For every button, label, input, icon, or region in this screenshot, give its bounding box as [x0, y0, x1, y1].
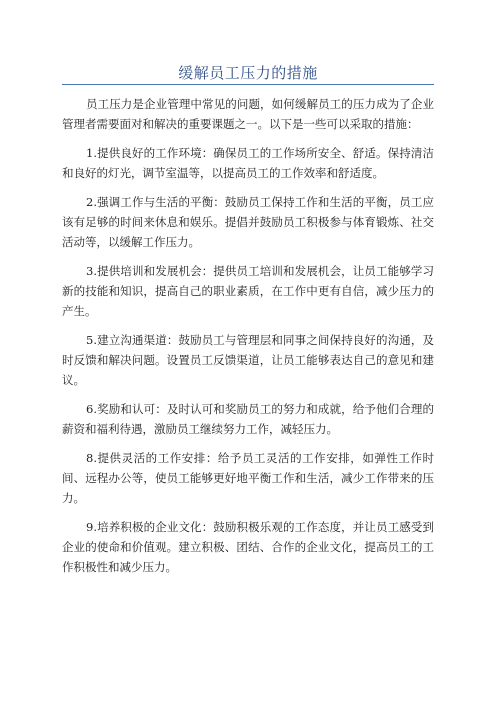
document-body [62, 94, 434, 586]
paragraph-rewards: 6.奖励和认可：及时认可和奖励员工的努力和成就，给予他们合理的薪资和福利待遇，激励员工继续努力工作，减轻压力。 [62, 402, 434, 436]
paragraph-communication: 5.建立沟通渠道：鼓励员工与管理层和同事之间保持良好的沟通，及时反馈和解决问题。设置员工反馈渠道，让员工能够表达自己的意见和建议。 [62, 333, 434, 387]
paragraph-culture: 9.培养积极的企业文化：鼓励积极乐观的工作态度，并让员工感受到企业的使命和价值观。建立积极、团结、合作的企业文化，提高员工的工作积极性和减少压力。 [62, 520, 434, 574]
paragraph-work-life-balance: 2.强调工作与生活的平衡：鼓励员工保持工作和生活的平衡，员工应该有足够的时间来休息和娱乐。提倡并鼓励员工积极参与体育锻炼、社交活动等，以缓解工作压力。 [62, 195, 434, 249]
document-title: 缓解员工压力的措施 [178, 64, 318, 82]
paragraph-flexible-work: 8.提供灵活的工作安排：给予员工灵活的工作安排，如弹性工作时间、远程办公等，使员工能够更好地平衡工作和生活，减少工作带来的压力。 [62, 451, 434, 505]
title-underline [62, 84, 434, 85]
paragraph-intro: 员工压力是企业管理中常见的问题，如何缓解员工的压力成为了企业管理者需要面对和解决的重要课题之一。以下是一些可以采取的措施： [62, 97, 434, 131]
paragraph-work-environment: 1.提供良好的工作环境：确保员工的工作场所安全、舒适。保持清洁和良好的灯光，调节室温等，以提高员工的工作效率和舒适度。 [62, 146, 434, 180]
paragraph-training: 3.提供培训和发展机会：提供员工培训和发展机会，让员工能够学习新的技能和知识，提高自己的职业素质，在工作中更有自信，减少压力的产生。 [62, 264, 434, 318]
